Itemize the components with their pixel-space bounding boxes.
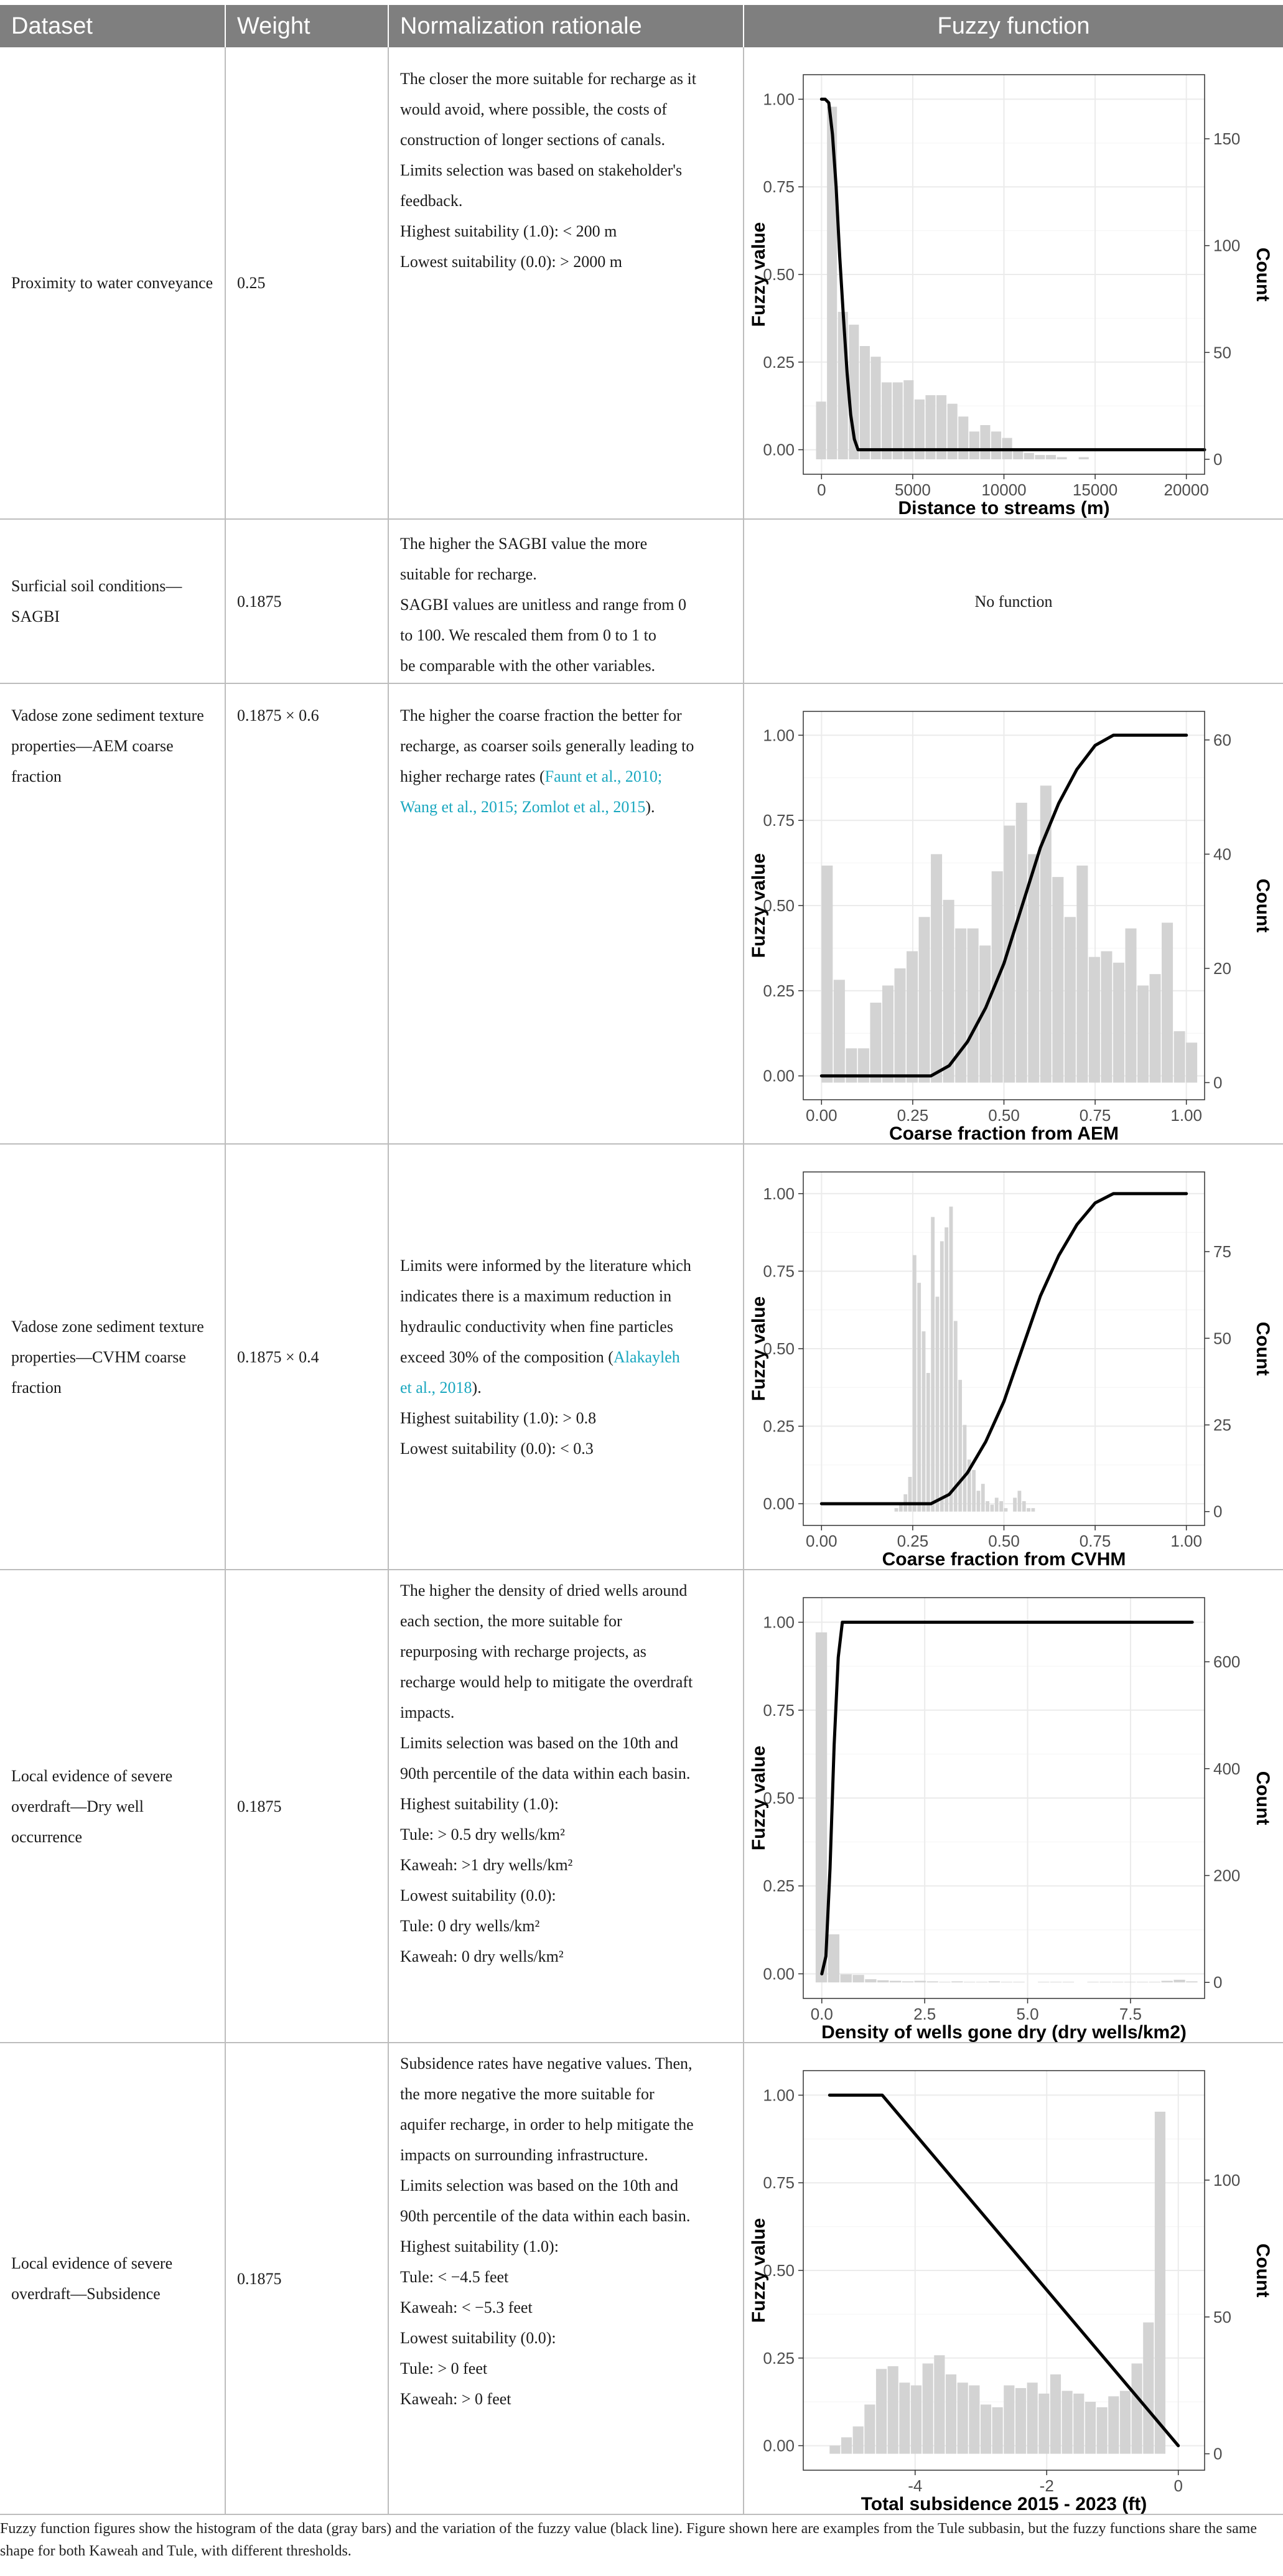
y-tick-label: 0.25: [763, 981, 795, 1000]
fuzzy-cell: [744, 683, 1283, 1144]
histogram-bar: [1085, 2402, 1096, 2454]
histogram-bar: [895, 1508, 898, 1512]
histogram-bar: [882, 985, 893, 1082]
weight-cell: 0.25: [225, 47, 388, 519]
y-tick-label: 0.25: [763, 1876, 795, 1896]
histogram-bar: [1046, 455, 1056, 459]
histogram-bar: [945, 1227, 948, 1512]
rationale-line: Tule: > 0.5 dry wells/km²: [400, 1825, 565, 1843]
histogram-bar: [1015, 2388, 1026, 2454]
header-dataset: Dataset: [0, 5, 225, 47]
histogram-bar: [991, 431, 1001, 459]
histogram-bar: [1031, 1508, 1035, 1512]
histogram-bar: [853, 2427, 864, 2454]
rationale-line: Highest suitability (1.0):: [400, 1795, 559, 1813]
weight-cell: 0.1875 × 0.4: [225, 1144, 388, 1570]
histogram-bar: [958, 416, 968, 459]
dataset-text: Proximity to water conveyance: [11, 274, 213, 292]
x-tick-label: 5.0: [1016, 2005, 1039, 2023]
y-tick-label: 1.00: [763, 1184, 795, 1203]
dataset-cell: [0, 1570, 225, 2043]
x-tick-label: 0.0: [810, 2005, 833, 2023]
histogram-bar: [926, 1373, 930, 1512]
histogram-bar: [1052, 877, 1063, 1082]
header-rationale: Normalization rationale: [388, 5, 744, 47]
fuzzy-chart-aem: [744, 684, 1282, 1143]
histogram-bar: [922, 1331, 926, 1512]
histogram-bar: [1027, 2382, 1038, 2453]
histogram-bar: [1062, 2391, 1073, 2453]
rationale-line: Kaweah: < −5.3 feet: [400, 2298, 533, 2316]
x-tick-label: -4: [908, 2476, 923, 2495]
y-axis-title: Fuzzy value: [749, 853, 769, 958]
dataset-text: Vadose zone sediment texture properties—AEM coarse fraction: [11, 706, 204, 785]
histogram-bar: [1173, 1980, 1185, 1982]
rationale-text: The higher the coarse fraction the better for recharge, as coarser soils generally leading to higher recharge rates (Faunt et al., 2010; Wang et al., 2015; Zomlot et al., 2015).: [400, 706, 694, 816]
rationale-text: [400, 2043, 732, 2414]
histogram-bar: [877, 1980, 889, 1982]
histogram-bar: [943, 900, 954, 1083]
rationale-line: SAGBI values are unitless and range from 0: [400, 596, 686, 614]
histogram-bar: [949, 1207, 953, 1512]
x-tick-label: 0: [817, 480, 826, 499]
x-axis-title: Coarse fraction from AEM: [889, 1123, 1119, 1143]
y-tick-label: 0.75: [763, 177, 795, 197]
y2-tick-label: 75: [1213, 1242, 1231, 1262]
y2-axis-title: Count: [1253, 247, 1273, 302]
y-axis-title: Fuzzy value: [749, 1296, 769, 1402]
x-tick-label: 0.00: [806, 1106, 837, 1125]
rationale-line: 90th percentile of the data within each basin.: [400, 1764, 691, 1782]
histogram-bar: [1073, 2394, 1084, 2454]
y2-axis-title: Count: [1253, 1321, 1273, 1376]
rationale-text: [400, 520, 732, 681]
histogram-bar: [908, 1477, 912, 1512]
x-tick-label: 0.00: [806, 1532, 837, 1550]
fuzzy-chart-distance: [744, 47, 1282, 518]
histogram-bar: [968, 929, 979, 1083]
table-row: [0, 1570, 1283, 2043]
histogram-bar: [972, 1470, 976, 1512]
histogram-bar: [902, 1982, 913, 1983]
histogram-bar: [841, 1974, 852, 1982]
fuzzy-cell: [744, 1570, 1283, 2043]
y2-tick-label: 0: [1213, 1073, 1223, 1092]
histogram-bar: [1143, 2323, 1154, 2454]
histogram-bar: [846, 1048, 857, 1082]
histogram-bar: [890, 1981, 901, 1983]
histogram-bar: [893, 382, 903, 459]
y-tick-label: 1.00: [763, 2086, 795, 2105]
histogram-bar: [899, 2382, 910, 2453]
y-axis-title: Fuzzy value: [749, 1745, 769, 1851]
weight-cell: 0.1875: [225, 1570, 388, 2043]
rationale-cell: [388, 683, 744, 1144]
weight-cell: 0.1875: [225, 2043, 388, 2514]
y2-tick-label: 400: [1213, 1759, 1241, 1778]
y2-tick-label: 0: [1213, 1973, 1223, 1992]
y2-tick-label: 100: [1213, 2170, 1241, 2190]
rationale-line: each section, the more suitable for: [400, 1612, 622, 1630]
y2-tick-label: 20: [1213, 958, 1231, 978]
y-tick-label: 0.75: [763, 2173, 795, 2193]
rationale-line: Tule: < −4.5 feet: [400, 2268, 509, 2286]
histogram-bar: [1162, 923, 1173, 1083]
y2-tick-label: 150: [1213, 129, 1241, 148]
histogram-bar: [1035, 455, 1045, 459]
histogram-bar: [1050, 2374, 1061, 2454]
rationale-line: Kaweah: >1 dry wells/km²: [400, 1856, 573, 1874]
histogram-bar: [913, 1255, 917, 1512]
rationale-line: impacts.: [400, 1703, 455, 1721]
fuzzy-cell: [744, 1144, 1283, 1570]
rationale-line: The higher the SAGBI value the more: [400, 535, 648, 553]
y-tick-label: 0.25: [763, 352, 795, 372]
histogram-bar: [931, 1217, 935, 1511]
dataset-cell: [0, 683, 225, 1144]
y2-tick-label: 0: [1213, 1502, 1223, 1521]
rationale-line: Tule: 0 dry wells/km²: [400, 1917, 540, 1935]
histogram-bar: [1120, 2391, 1131, 2453]
rationale-line: The higher the density of dried wells around: [400, 1581, 688, 1599]
x-tick-label: 0.25: [897, 1106, 929, 1125]
histogram-bar: [1013, 1497, 1017, 1511]
fuzzy-cell: [744, 47, 1283, 519]
table-row: [0, 1144, 1283, 1570]
y-axis-title: Fuzzy value: [749, 2218, 769, 2323]
histogram-bar: [1174, 1031, 1185, 1083]
rationale-line: Tule: > 0 feet: [400, 2359, 488, 2377]
histogram-bar: [1186, 1042, 1197, 1082]
histogram-bar: [1028, 854, 1039, 1082]
rationale-line: 90th percentile of the data within each basin.: [400, 2207, 691, 2225]
histogram-bar: [955, 929, 966, 1083]
x-axis-title: Coarse fraction from CVHM: [882, 1549, 1126, 1569]
rationale-line: Kaweah: > 0 feet: [400, 2390, 511, 2408]
y2-axis-title: Count: [1253, 2243, 1273, 2298]
y-tick-label: 1.00: [763, 1613, 795, 1632]
histogram-bar: [816, 1632, 827, 1982]
histogram-bar: [1137, 985, 1149, 1082]
dataset-cell: [0, 2043, 225, 2514]
histogram-bar: [852, 1975, 864, 1982]
x-tick-label: 5000: [894, 480, 931, 499]
rationale-line: construction of longer sections of canals.: [400, 131, 665, 149]
rationale-line: would avoid, where possible, the costs of: [400, 100, 667, 118]
rationale-line: repurposing with recharge projects, as: [400, 1642, 646, 1660]
histogram-bar: [1108, 2396, 1119, 2453]
histogram-bar: [1150, 974, 1161, 1082]
histogram-bar: [1101, 951, 1112, 1082]
no-function-text: No function: [974, 592, 1053, 611]
y-tick-label: 0.50: [763, 896, 795, 915]
histogram-bar: [958, 1380, 962, 1512]
x-axis-title: Total subsidence 2015 - 2023 (ft): [861, 2494, 1147, 2514]
rationale-line: Limits selection was based on the 10th and: [400, 1734, 678, 1752]
histogram-bar: [1079, 457, 1089, 459]
fuzzy-chart-drywells: [744, 1570, 1282, 2042]
histogram-bar: [1038, 2394, 1049, 2454]
y-tick-label: 1.00: [763, 90, 795, 109]
histogram-bar: [876, 2369, 887, 2453]
rationale-line: Lowest suitability (0.0):: [400, 2329, 556, 2347]
table-row: [0, 519, 1283, 683]
x-tick-label: 7.5: [1119, 2005, 1142, 2023]
y-tick-label: 0.50: [763, 2261, 795, 2280]
rationale-cell: [388, 519, 744, 683]
y-tick-label: 0.25: [763, 1417, 795, 1436]
histogram-bar: [1125, 929, 1136, 1083]
histogram-bar: [936, 1296, 940, 1511]
y2-tick-label: 60: [1213, 730, 1231, 749]
x-tick-label: 2.5: [913, 2005, 936, 2023]
y-tick-label: 0.50: [763, 1339, 795, 1358]
histogram-bar: [977, 1491, 981, 1511]
histogram-bar: [981, 2404, 991, 2453]
rationale-line: Subsidence rates have negative values. Then,: [400, 2054, 693, 2073]
histogram-bar: [1016, 803, 1027, 1083]
y-tick-label: 0.00: [763, 1066, 795, 1085]
histogram-bar: [1022, 1501, 1026, 1512]
y2-tick-label: 50: [1213, 1329, 1231, 1348]
histogram-bar: [858, 1048, 869, 1082]
rationale-line: feedback.: [400, 192, 463, 210]
rationale-line: the more negative the more suitable for: [400, 2085, 655, 2103]
histogram-bar: [934, 2355, 945, 2453]
x-axis-title: Distance to streams (m): [898, 498, 1110, 518]
dataset-text: Surficial soil conditions—SAGBI: [11, 577, 182, 625]
histogram-bar: [870, 357, 880, 459]
dataset-cell: [0, 47, 225, 519]
weight-cell: 0.1875: [225, 519, 388, 683]
histogram-bar: [1004, 2386, 1014, 2454]
table-footnote: Fuzzy function figures show the histogram of the data (gray bars) and the variation of the fuzzy value (black line). Figure shown here are examples from the Tule subbasin, but the fuzzy functions share the same shape for both Kaweah and Tule, with different thresholds.: [0, 2521, 1257, 2559]
histogram-bar: [1186, 1982, 1197, 1983]
citation-link[interactable]: Alakayleh: [613, 1347, 680, 1366]
histogram-bar: [1013, 451, 1023, 459]
rationale-cell: [388, 1570, 744, 2043]
histogram-bar: [1027, 1508, 1030, 1512]
table-row: [0, 2043, 1283, 2514]
y-tick-label: 0.50: [763, 1789, 795, 1807]
y-tick-label: 0.75: [763, 1262, 795, 1281]
y-axis-title: Fuzzy value: [749, 222, 769, 327]
histogram-bar: [980, 425, 990, 459]
rationale-text: Limits were informed by the literature which indicates there is a maximum reduction in hydraulic conductivity when fine particles exceed 30% of the composition (Alakayleh et al., 2018). Highest suitability (1.0): > 0.8 Lowest suitability (0.0): < 0.3: [400, 1256, 691, 1458]
rationale-cell: [388, 47, 744, 519]
histogram-bar: [816, 401, 826, 459]
rationale-line: Lowest suitability (0.0):: [400, 1886, 556, 1904]
header-row: [0, 5, 1283, 47]
x-tick-label: 0.75: [1079, 1106, 1111, 1125]
histogram-bar: [834, 980, 845, 1082]
criteria-table: [0, 5, 1283, 2515]
rationale-line: aquifer recharge, in order to help mitigate the: [400, 2115, 694, 2133]
histogram-bar: [992, 2407, 1003, 2454]
fuzzy-chart-subsidence: [744, 2043, 1282, 2514]
dataset-cell: [0, 519, 225, 683]
histogram-bar: [923, 2364, 933, 2454]
rationale-line: Limits selection was based on the 10th and: [400, 2176, 678, 2194]
rationale-line: Highest suitability (1.0): < 200 m: [400, 222, 617, 240]
histogram-bar: [917, 1283, 921, 1512]
x-tick-label: 1.00: [1170, 1106, 1202, 1125]
y-tick-label: 0.50: [763, 265, 795, 284]
histogram-bar: [899, 1505, 903, 1512]
y2-tick-label: 25: [1213, 1415, 1231, 1435]
histogram-bar: [841, 2437, 852, 2453]
x-tick-label: 0.25: [897, 1532, 929, 1550]
histogram-bar: [911, 2386, 921, 2454]
histogram-bar: [958, 2382, 968, 2453]
histogram-bar: [1065, 917, 1076, 1082]
histogram-bar: [1076, 866, 1088, 1083]
histogram-bar: [838, 312, 848, 459]
y2-tick-label: 40: [1213, 845, 1231, 864]
histogram-bar: [903, 380, 913, 459]
weight-text: 0.1875 × 0.6: [237, 706, 319, 724]
histogram-bar: [926, 1982, 938, 1983]
x-tick-label: 10000: [981, 480, 1027, 499]
histogram-bar: [1162, 1981, 1173, 1983]
histogram-bar: [915, 1981, 926, 1983]
histogram-bar: [969, 431, 979, 459]
histogram-bar: [1155, 2112, 1165, 2454]
y-tick-label: 0.75: [763, 811, 795, 830]
histogram-bar: [919, 917, 930, 1082]
dataset-cell: [0, 1144, 225, 1570]
y2-tick-label: 600: [1213, 1652, 1241, 1672]
histogram-bar: [907, 951, 918, 1082]
citation-link[interactable]: Wang et al., 2015; Zomlot et al., 2015: [400, 798, 646, 816]
table-row: [0, 683, 1283, 1144]
x-tick-label: 1.00: [1170, 1532, 1202, 1550]
histogram-bar: [989, 1982, 1000, 1983]
histogram-bar: [870, 1003, 881, 1082]
histogram-bar: [1097, 2407, 1108, 2454]
dataset-text: Local evidence of severe overdraft—Subsidence: [11, 2254, 173, 2303]
rationale-line: Kaweah: 0 dry wells/km²: [400, 1947, 564, 1965]
rationale-line: Lowest suitability (0.0): > 2000 m: [400, 253, 622, 271]
histogram-bar: [1113, 963, 1124, 1083]
histogram-bar: [864, 2404, 875, 2453]
citation-link[interactable]: et al., 2018: [400, 1378, 472, 1397]
histogram-bar: [981, 1484, 985, 1512]
histogram-bar: [951, 1982, 963, 1983]
y-tick-label: 0.25: [763, 2348, 795, 2368]
histogram-bar: [1057, 457, 1067, 459]
histogram-bar: [1040, 785, 1052, 1082]
table-row: [0, 47, 1283, 519]
rationale-line: to 100. We rescaled them from 0 to 1 to: [400, 626, 656, 644]
histogram-bar: [963, 1425, 967, 1512]
rationale-text: [400, 47, 732, 277]
histogram-bar: [829, 2445, 840, 2453]
weight-cell: [225, 683, 388, 1144]
rationale-line: Highest suitability (1.0):: [400, 2237, 559, 2255]
histogram-bar: [946, 2374, 956, 2454]
histogram-bar: [828, 1934, 839, 1982]
rationale-line: suitable for recharge.: [400, 565, 537, 583]
histogram-bar: [894, 968, 905, 1083]
histogram-bar: [931, 854, 942, 1082]
rationale-cell: [388, 2043, 744, 2514]
y2-tick-label: 100: [1213, 236, 1241, 255]
histogram-bar: [882, 382, 892, 459]
rationale-line: The closer the more suitable for recharge as it: [400, 70, 696, 88]
y2-axis-title: Count: [1253, 878, 1273, 933]
x-tick-label: 0.50: [988, 1106, 1020, 1125]
x-tick-label: 0.50: [988, 1532, 1020, 1550]
x-tick-label: 0: [1173, 2476, 1183, 2495]
histogram-bar: [1017, 1491, 1021, 1511]
y-tick-label: 0.00: [763, 1964, 795, 1984]
header-fuzzy: Fuzzy function: [744, 5, 1283, 47]
histogram-bar: [865, 1979, 876, 1982]
y-tick-label: 1.00: [763, 726, 795, 745]
histogram-bar: [969, 2386, 979, 2454]
x-axis-title: Density of wells gone dry (dry wells/km2): [821, 2022, 1187, 2042]
rationale-text: [400, 1570, 732, 1972]
histogram-bar: [999, 1501, 1003, 1512]
histogram-bar: [860, 346, 870, 459]
x-tick-label: 20000: [1164, 480, 1209, 499]
histogram-bar: [995, 1497, 999, 1511]
x-tick-label: 0.75: [1079, 1532, 1111, 1550]
y2-tick-label: 0: [1213, 2444, 1223, 2463]
y2-tick-label: 50: [1213, 343, 1231, 362]
rationale-line: Limits selection was based on stakeholder's: [400, 161, 683, 179]
rationale-line: recharge would help to mitigate the overdraft: [400, 1673, 693, 1691]
y2-tick-label: 0: [1213, 449, 1223, 469]
y2-tick-label: 50: [1213, 2307, 1231, 2326]
y-tick-label: 0.00: [763, 1494, 795, 1514]
x-tick-label: -2: [1039, 2476, 1054, 2495]
y-tick-label: 0.00: [763, 2436, 795, 2455]
histogram-bar: [991, 1505, 994, 1512]
fuzzy-cell: [744, 519, 1283, 683]
rationale-line: be comparable with the other variables.: [400, 657, 656, 675]
dataset-text: Vadose zone sediment texture properties—CVHM coarse fraction: [11, 1317, 204, 1397]
fuzzy-chart-cvhm: [744, 1145, 1282, 1569]
histogram-bar: [940, 1241, 944, 1511]
rationale-line: impacts on surrounding infrastructure.: [400, 2146, 648, 2164]
y-tick-label: 0.75: [763, 1700, 795, 1720]
dataset-text: Local evidence of severe overdraft—Dry well occurrence: [11, 1766, 173, 1846]
fuzzy-cell: [744, 2043, 1283, 2514]
rationale-cell: [388, 1144, 744, 1570]
histogram-bar: [888, 2366, 898, 2454]
histogram-bar: [1024, 453, 1034, 459]
histogram-bar: [821, 866, 833, 1083]
histogram-bar: [1089, 957, 1100, 1083]
histogram-bar: [1004, 1508, 1008, 1512]
histogram-bar: [1132, 2364, 1142, 2454]
x-tick-label: 15000: [1072, 480, 1118, 499]
y2-axis-title: Count: [1253, 1771, 1273, 1825]
header-weight: Weight: [225, 5, 388, 47]
citation-link[interactable]: Faunt et al., 2010;: [544, 767, 663, 785]
y2-tick-label: 200: [1213, 1866, 1241, 1885]
y-tick-label: 0.00: [763, 440, 795, 459]
histogram-bar: [986, 1501, 989, 1512]
